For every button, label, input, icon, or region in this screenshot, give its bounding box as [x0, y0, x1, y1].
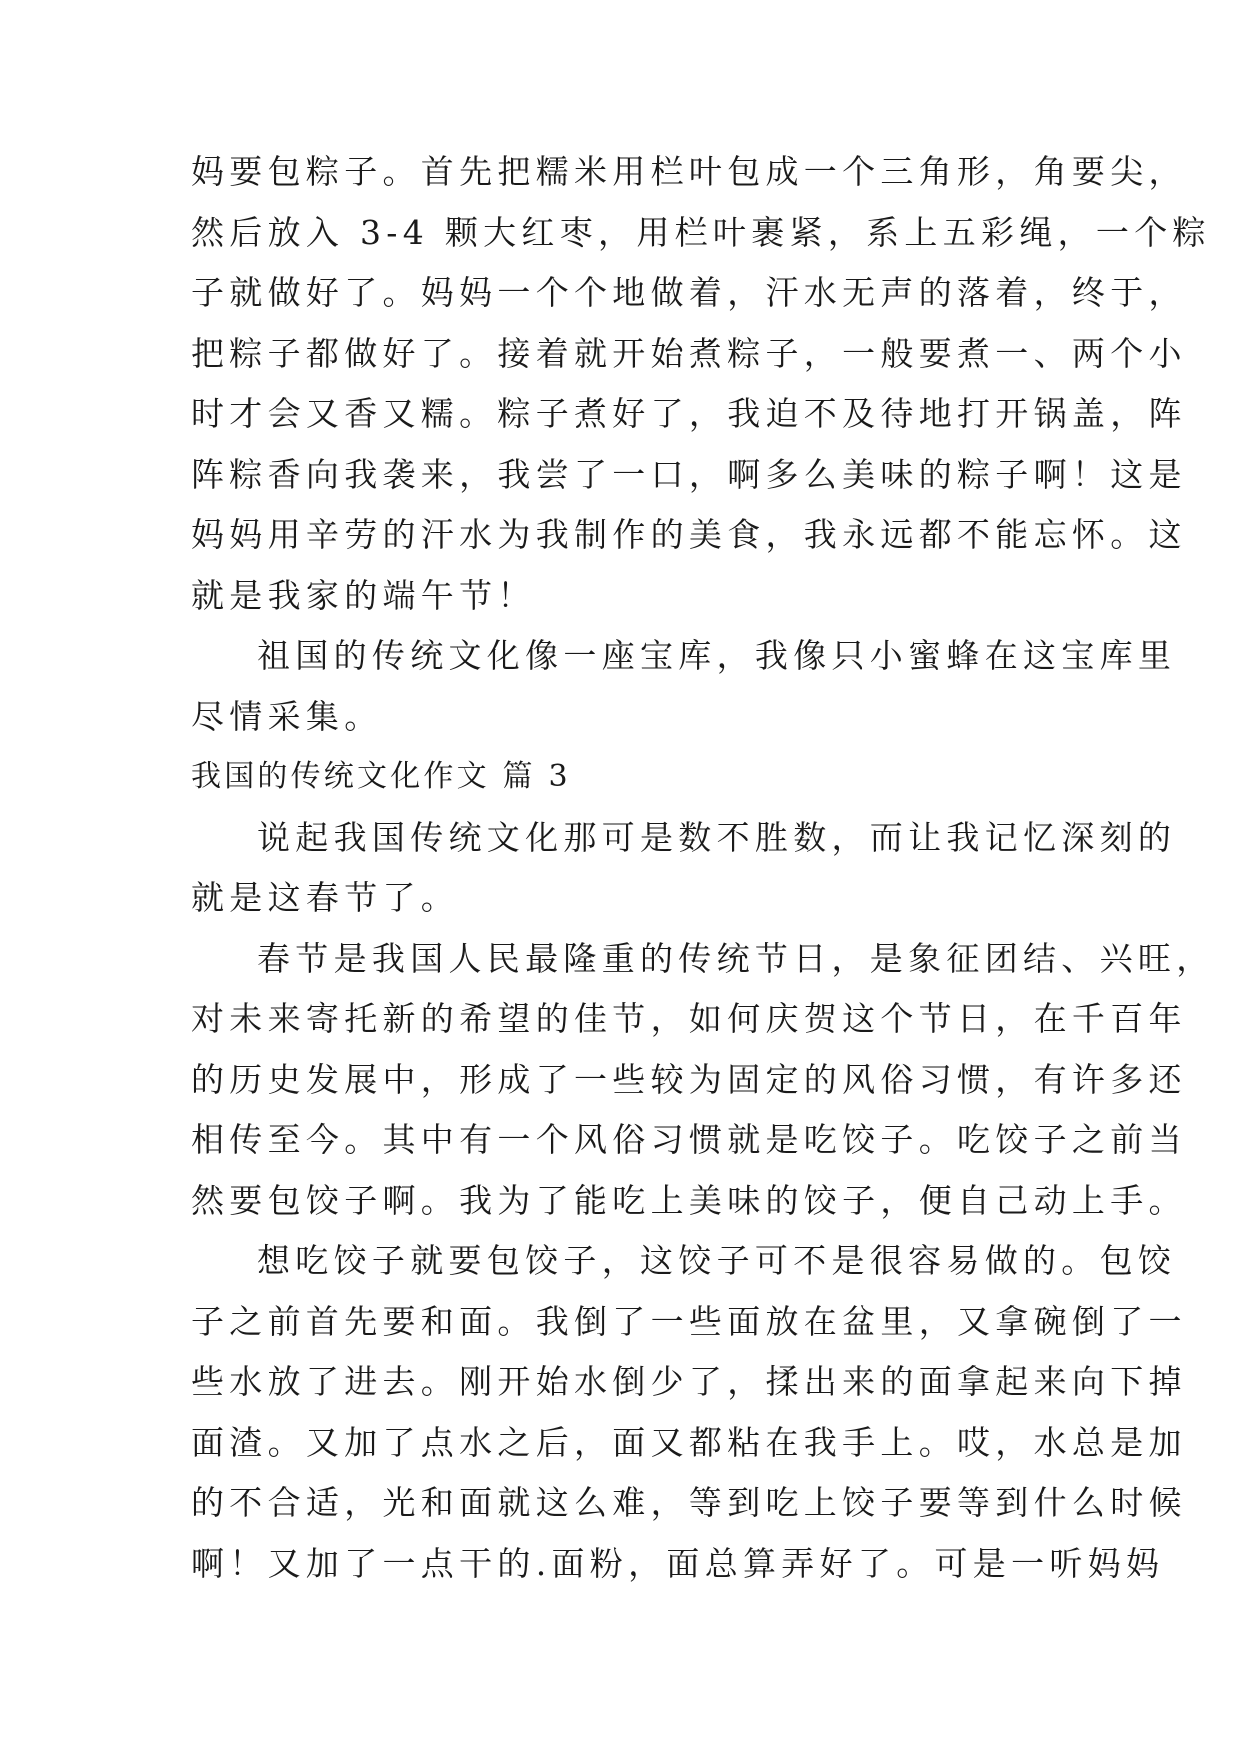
text-line: 相传至今。其中有一个风俗习惯就是吃饺子。吃饺子之前当: [191, 1120, 1187, 1159]
text-line: 尽情采集。: [191, 696, 383, 736]
paragraph-5: [191, 1231, 1187, 1594]
text-line: 想吃饺子就要包饺子，这饺子可不是很容易做的。包饺: [257, 1241, 1177, 1280]
text-line: 面渣。又加了点水之后，面又都粘在我手上。哎，水总是加: [191, 1422, 1187, 1462]
text-line: 然要包饺子啊。我为了能吃上美味的饺子，便自己动上手。: [191, 1180, 1187, 1220]
text-line: 阵粽香向我袭来，我尝了一口，啊多么美味的粽子啊！这是: [191, 454, 1187, 494]
document-page: [191, 142, 1215, 1594]
text-line: 妈妈用辛劳的汗水为我制作的美食，我永远都不能忘怀。这: [191, 515, 1187, 554]
text-line: 的不合适，光和面就这么难，等到吃上饺子要等到什么时候: [191, 1483, 1187, 1522]
text-line: 子就做好了。妈妈一个个地做着，汗水无声的落着，终于，: [191, 273, 1187, 312]
paragraph-3: [191, 808, 1177, 929]
text-line: 祖国的传统文化像一座宝库，我像只小蜜蜂在这宝库里: [257, 636, 1177, 675]
paragraph-1: [191, 142, 1211, 626]
paragraph-4: [191, 929, 1215, 1232]
text-line: 说起我国传统文化那可是数不胜数，而让我记忆深刻的: [257, 817, 1177, 857]
paragraph-2: [191, 626, 1177, 747]
text-line: 对未来寄托新的希望的佳节，如何庆贺这个节日，在千百年: [191, 999, 1187, 1038]
text-line: 啊！又加了一点干的.面粉，面总算弄好了。可是一听妈妈: [191, 1543, 1165, 1583]
text-line: 妈要包粽子。首先把糯米用栏叶包成一个三角形，角要尖，: [191, 152, 1187, 191]
text-line: 些水放了进去。刚开始水倒少了，揉出来的面拿起来向下掉: [191, 1362, 1187, 1401]
text-line: 把粽子都做好了。接着就开始煮粽子，一般要煮一、两个小: [191, 333, 1187, 373]
text-line: 就是我家的端午节！: [191, 575, 536, 615]
text-line: 就是这春节了。: [191, 878, 460, 917]
text-line: 春节是我国人民最隆重的传统节日，是象征团结、兴旺，: [257, 938, 1215, 978]
text-line: 子之前首先要和面。我倒了一些面放在盆里，又拿碗倒了一: [191, 1301, 1187, 1341]
text-line: 的历史发展中，形成了一些较为固定的风俗习惯，有许多还: [191, 1059, 1187, 1099]
text-line: 然后放入 3-4 颗大红枣，用栏叶裹紧，系上五彩绳，一个粽: [191, 212, 1211, 252]
text-line: 时才会又香又糯。粽子煮好了，我迫不及待地打开锅盖，阵: [191, 394, 1187, 433]
section-heading: 我国的传统文化作文 篇 3: [191, 759, 571, 794]
